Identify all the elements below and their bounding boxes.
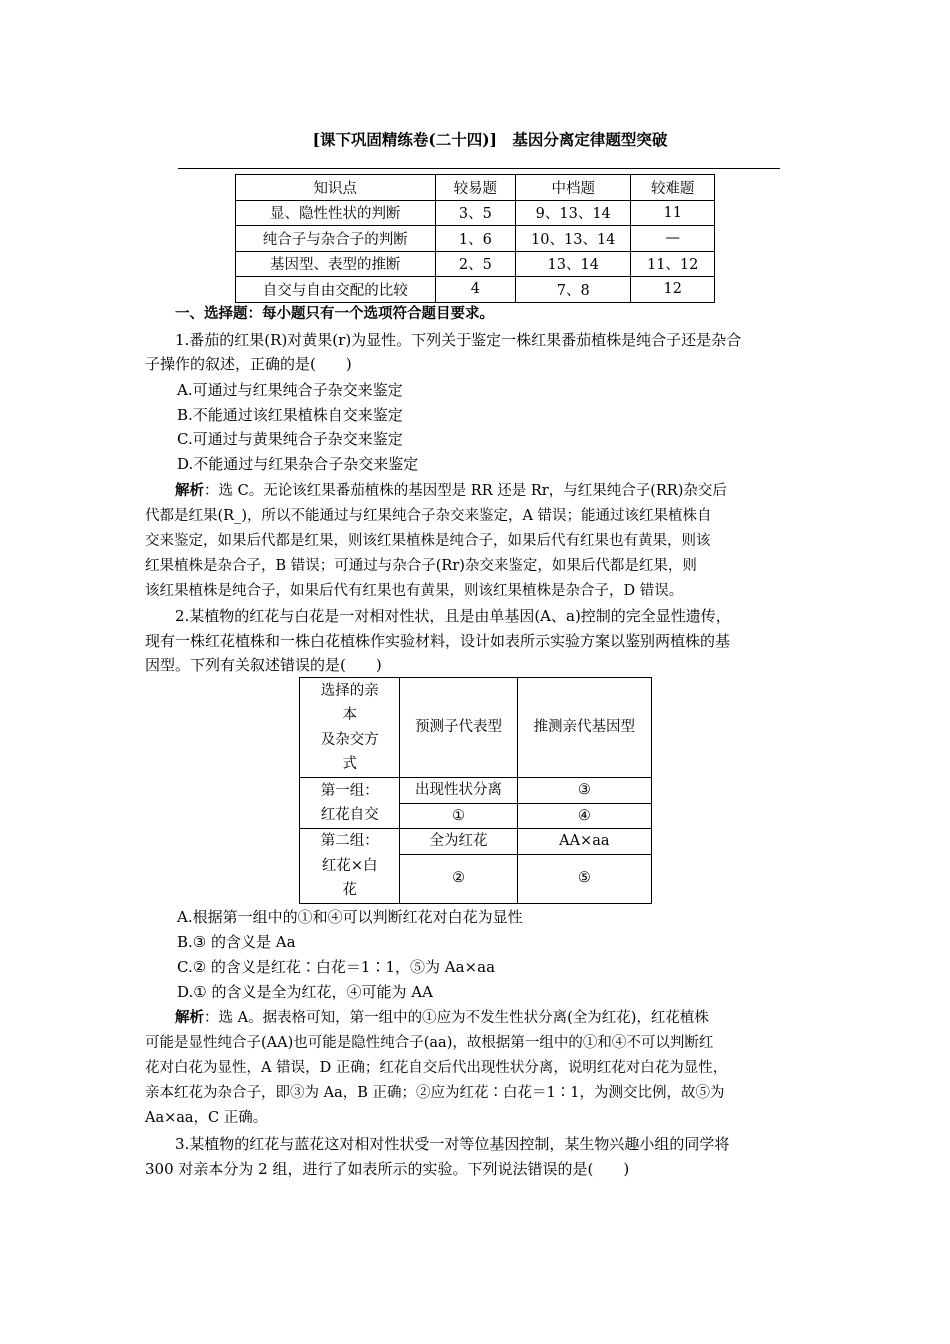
- analysis-line: 代都是红果(R_)，所以不能通过与红果纯合子杂交来鉴定，A 错误；能通过该红果植株自: [145, 508, 712, 524]
- table-row: [236, 277, 715, 303]
- table-cell: 显、隐性性状的判断: [236, 200, 436, 226]
- question-stem: 子操作的叙述，正确的是( ): [145, 355, 352, 373]
- option-c: C.② 的含义是红花∶白花＝1∶1，⑤为 Aa×aa: [177, 958, 496, 976]
- analysis-line: 亲本红花为杂合子，即③为 Aa，B 正确；②应为红花∶白花＝1∶1，为测交比例，故⑤为: [145, 1085, 725, 1101]
- table-cell: 10、13、14: [516, 226, 631, 252]
- table-cell: 3、5: [435, 200, 516, 226]
- table-cell: 12: [631, 277, 715, 303]
- group-label: 第一组： 红花自交: [300, 778, 400, 829]
- page-title: [课下巩固精练卷(二十四)] 基因分离定律题型突破: [312, 130, 668, 149]
- analysis-line: 解析：选 C。无论该红果番茄植株的基因型是 RR 还是 Rr，与红果纯合子(RR)杂交后: [175, 482, 727, 499]
- header-cell: 选择的亲 本 及杂交方 式: [300, 678, 400, 778]
- question-stem: 300 对亲本分为 2 组，进行了如表所示的实验。下列说法错误的是( ): [145, 1160, 630, 1178]
- question-stem: 因型。下列有关叙述错误的是( ): [145, 656, 382, 674]
- table-cell: 13、14: [516, 251, 631, 277]
- analysis-line: 交来鉴定，如果后代都是红果，则该红果植株是纯合子，如果后代有红果也有黄果，则该: [145, 533, 711, 549]
- header-cell: 较易题: [435, 175, 516, 201]
- option-a: A.根据第一组中的①和④可以判断红花对白花为显性: [177, 908, 523, 926]
- option-a: A.可通过与红果纯合子杂交来鉴定: [177, 381, 403, 399]
- option-b: B.③ 的含义是 Aa: [177, 933, 296, 951]
- table-cell: AA×aa: [517, 829, 651, 855]
- header-cell: 推测亲代基因型: [517, 678, 651, 778]
- option-d: D.不能通过与红果杂合子杂交来鉴定: [177, 455, 419, 473]
- question-stem: 1.番茄的红果(R)对黄果(r)为显性。下列关于鉴定一株红果番茄植株是纯合子还是杂合: [175, 331, 742, 349]
- title-divider: [178, 168, 780, 169]
- table-cell: ②: [400, 854, 517, 903]
- question-stem: 3.某植物的红花与蓝花这对相对性状受一对等位基因控制，某生物兴趣小组的同学将: [175, 1135, 730, 1153]
- header-cell: 预测子代表型: [400, 678, 517, 778]
- header-cell: 较难题: [631, 175, 715, 201]
- table-cell: 7、8: [516, 277, 631, 303]
- table-cell: —: [631, 226, 715, 252]
- analysis-line: 红果植株是杂合子，B 错误；可通过与杂合子(Rr)杂交来鉴定，如果后代都是红果，则: [145, 558, 697, 574]
- analysis-label: 解析: [175, 482, 204, 499]
- table-cell: 出现性状分离: [400, 778, 517, 804]
- analysis-label: 解析: [175, 1009, 204, 1026]
- header-cell: 知识点: [236, 175, 436, 201]
- table-cell: 基因型、表型的推断: [236, 251, 436, 277]
- table-cell: 11、12: [631, 251, 715, 277]
- table-header-row: [300, 678, 652, 778]
- table-row: [300, 778, 652, 804]
- table-cell: 9、13、14: [516, 200, 631, 226]
- knowledge-table: [235, 174, 715, 303]
- analysis-line: 花对白花为显性，A 错误，D 正确；红花自交后代出现性状分离，说明红花对白花为显性，: [145, 1060, 728, 1076]
- analysis-line: Aa×aa，C 正确。: [145, 1110, 268, 1126]
- analysis-line: 解析：选 A。据表格可知，第一组中的①应为不发生性状分离(全为红花)，红花植株: [175, 1009, 709, 1026]
- option-c: C.可通过与黄果纯合子杂交来鉴定: [177, 430, 403, 448]
- table-cell: 自交与自由交配的比较: [236, 277, 436, 303]
- table-cell: 1、6: [435, 226, 516, 252]
- table-cell: 4: [435, 277, 516, 303]
- table-row: [236, 200, 715, 226]
- table-header-row: [236, 175, 715, 201]
- table-cell: 11: [631, 200, 715, 226]
- analysis-line: 可能是显性纯合子(AA)也可能是隐性纯合子(aa)，故根据第一组中的①和④不可以判断红: [145, 1035, 714, 1051]
- option-d: D.① 的含义是全为红花，④可能为 AA: [177, 983, 433, 1001]
- option-b: B.不能通过该红果植株自交来鉴定: [177, 406, 403, 424]
- table-cell: 全为红花: [400, 829, 517, 855]
- experiment-table: [299, 677, 652, 904]
- table-row: [300, 829, 652, 855]
- group-label: 第二组： 红花×白 花: [300, 829, 400, 904]
- table-cell: 2、5: [435, 251, 516, 277]
- table-cell: ③: [517, 778, 651, 804]
- table-cell: ④: [517, 803, 651, 829]
- section-heading: 一、选择题：每小题只有一个选项符合题目要求。: [175, 305, 494, 322]
- header-cell: 中档题: [516, 175, 631, 201]
- table-cell: 纯合子与杂合子的判断: [236, 226, 436, 252]
- analysis-line: 该红果植株是纯合子，如果后代有红果也有黄果，则该红果植株是杂合子，D 错误。: [145, 583, 684, 599]
- table-row: [236, 251, 715, 277]
- table-row: [236, 226, 715, 252]
- question-stem: 2.某植物的红花与白花是一对相对性状，且是由单基因(A、a)控制的完全显性遗传，: [175, 607, 731, 625]
- question-stem: 现有一株红花植株和一株白花植株作实验材料，设计如表所示实验方案以鉴别两植株的基: [145, 632, 731, 650]
- table-cell: ①: [400, 803, 517, 829]
- table-cell: ⑤: [517, 854, 651, 903]
